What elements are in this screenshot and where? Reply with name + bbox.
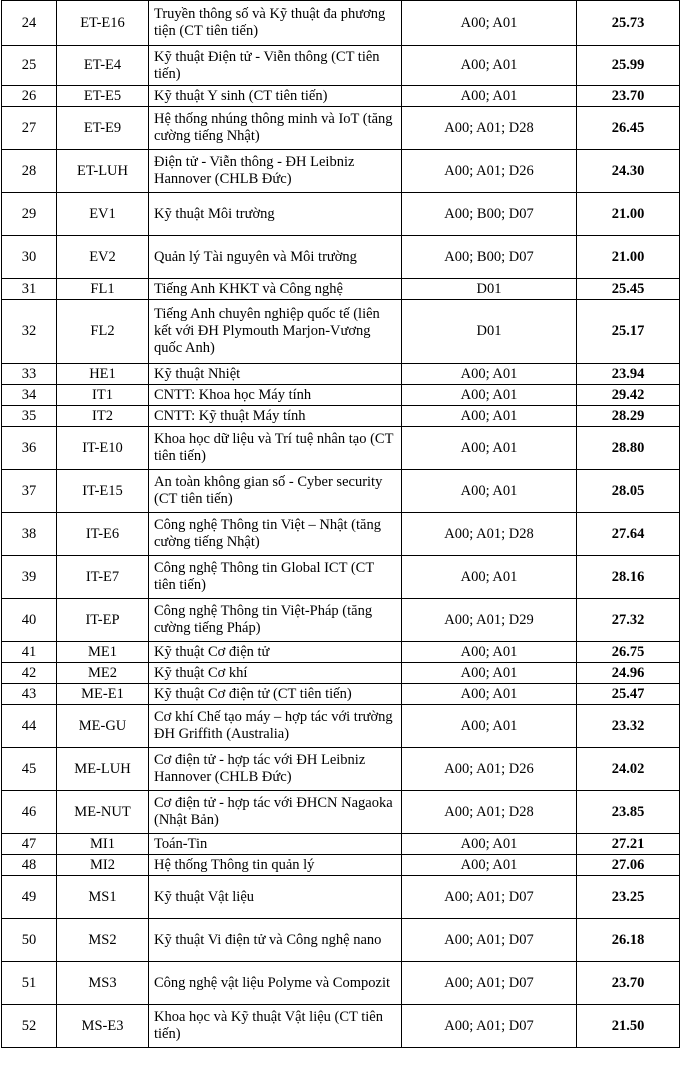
table-body	[2, 1, 680, 1048]
admission-score: 26.75	[577, 642, 680, 663]
admission-score: 23.32	[577, 705, 680, 748]
major-name: Công nghệ Thông tin Việt-Pháp (tăng cường tiếng Pháp)	[149, 599, 402, 642]
subject-groups: A00; A01	[402, 470, 577, 513]
subject-groups: A00; A01	[402, 46, 577, 86]
row-number: 27	[2, 107, 57, 150]
row-number: 38	[2, 513, 57, 556]
major-code: FL2	[57, 300, 149, 364]
admission-score: 24.02	[577, 748, 680, 791]
major-code: ME1	[57, 642, 149, 663]
subject-groups: A00; B00; D07	[402, 236, 577, 279]
major-code: MI1	[57, 834, 149, 855]
row-number: 41	[2, 642, 57, 663]
row-number: 24	[2, 1, 57, 46]
admission-score: 26.45	[577, 107, 680, 150]
table-row	[2, 46, 680, 86]
major-code: IT2	[57, 406, 149, 427]
row-number: 35	[2, 406, 57, 427]
admission-score: 27.32	[577, 599, 680, 642]
row-number: 51	[2, 962, 57, 1005]
admission-score: 25.73	[577, 1, 680, 46]
table-row	[2, 513, 680, 556]
row-number: 33	[2, 364, 57, 385]
admission-score: 24.30	[577, 150, 680, 193]
table-row	[2, 791, 680, 834]
subject-groups: A00; A01	[402, 834, 577, 855]
admission-score: 21.00	[577, 236, 680, 279]
subject-groups: A00; A01	[402, 427, 577, 470]
row-number: 40	[2, 599, 57, 642]
major-name: Kỹ thuật Điện tử - Viễn thông (CT tiên tiến)	[149, 46, 402, 86]
admission-score: 21.00	[577, 193, 680, 236]
major-name: Truyền thông số và Kỹ thuật đa phương tiện (CT tiên tiến)	[149, 1, 402, 46]
admission-score: 26.18	[577, 919, 680, 962]
table-row	[2, 876, 680, 919]
table-row	[2, 962, 680, 1005]
major-name: An toàn không gian số - Cyber security (CT tiên tiến)	[149, 470, 402, 513]
major-code: IT-E10	[57, 427, 149, 470]
major-name: Công nghệ Thông tin Global ICT (CT tiên tiến)	[149, 556, 402, 599]
table-row	[2, 364, 680, 385]
major-name: Cơ khí Chế tạo máy – hợp tác với trường ĐH Griffith (Australia)	[149, 705, 402, 748]
subject-groups: D01	[402, 279, 577, 300]
admission-score-table	[1, 0, 680, 1048]
table-row	[2, 107, 680, 150]
row-number: 46	[2, 791, 57, 834]
major-name: CNTT: Kỹ thuật Máy tính	[149, 406, 402, 427]
major-code: IT-EP	[57, 599, 149, 642]
admission-score: 24.96	[577, 663, 680, 684]
subject-groups: A00; A01; D28	[402, 513, 577, 556]
subject-groups: A00; A01; D28	[402, 107, 577, 150]
table-row	[2, 385, 680, 406]
major-name: Quản lý Tài nguyên và Môi trường	[149, 236, 402, 279]
subject-groups: A00; A01	[402, 406, 577, 427]
subject-groups: A00; A01	[402, 684, 577, 705]
major-code: IT-E15	[57, 470, 149, 513]
major-name: Kỹ thuật Cơ điện tử (CT tiên tiến)	[149, 684, 402, 705]
subject-groups: A00; A01	[402, 663, 577, 684]
major-code: MI2	[57, 855, 149, 876]
admission-score: 28.29	[577, 406, 680, 427]
table-row	[2, 748, 680, 791]
major-name: Điện tử - Viễn thông - ĐH Leibniz Hannover (CHLB Đức)	[149, 150, 402, 193]
admission-score: 21.50	[577, 1005, 680, 1048]
table-row	[2, 599, 680, 642]
table-row	[2, 1005, 680, 1048]
major-code: ET-E16	[57, 1, 149, 46]
row-number: 45	[2, 748, 57, 791]
major-name: Kỹ thuật Nhiệt	[149, 364, 402, 385]
major-name: Hệ thống Thông tin quản lý	[149, 855, 402, 876]
major-code: ET-E5	[57, 86, 149, 107]
major-code: MS1	[57, 876, 149, 919]
admission-score: 28.16	[577, 556, 680, 599]
admission-score: 27.64	[577, 513, 680, 556]
major-code: IT-E7	[57, 556, 149, 599]
row-number: 32	[2, 300, 57, 364]
admission-score: 23.70	[577, 962, 680, 1005]
row-number: 39	[2, 556, 57, 599]
subject-groups: A00; A01; D26	[402, 748, 577, 791]
table-row	[2, 556, 680, 599]
major-code: ME-LUH	[57, 748, 149, 791]
subject-groups: A00; A01; D07	[402, 876, 577, 919]
row-number: 36	[2, 427, 57, 470]
major-name: Kỹ thuật Vi điện tử và Công nghệ nano	[149, 919, 402, 962]
major-code: ME-NUT	[57, 791, 149, 834]
major-name: Kỹ thuật Y sinh (CT tiên tiến)	[149, 86, 402, 107]
row-number: 48	[2, 855, 57, 876]
row-number: 42	[2, 663, 57, 684]
major-name: Kỹ thuật Cơ khí	[149, 663, 402, 684]
table-row	[2, 279, 680, 300]
table-row	[2, 705, 680, 748]
admission-score: 25.45	[577, 279, 680, 300]
row-number: 44	[2, 705, 57, 748]
subject-groups: A00; A01	[402, 705, 577, 748]
major-code: MS3	[57, 962, 149, 1005]
table-row	[2, 86, 680, 107]
table-row	[2, 855, 680, 876]
subject-groups: A00; A01	[402, 364, 577, 385]
admission-score: 29.42	[577, 385, 680, 406]
major-name: Cơ điện tử - hợp tác với ĐH Leibniz Hannover (CHLB Đức)	[149, 748, 402, 791]
subject-groups: A00; A01; D07	[402, 1005, 577, 1048]
admission-score: 25.99	[577, 46, 680, 86]
table-row	[2, 684, 680, 705]
major-code: EV1	[57, 193, 149, 236]
row-number: 52	[2, 1005, 57, 1048]
major-name: Khoa học dữ liệu và Trí tuệ nhân tạo (CT tiên tiến)	[149, 427, 402, 470]
row-number: 29	[2, 193, 57, 236]
major-code: IT1	[57, 385, 149, 406]
row-number: 49	[2, 876, 57, 919]
subject-groups: A00; A01	[402, 1, 577, 46]
admission-score: 23.70	[577, 86, 680, 107]
major-name: Tiếng Anh chuyên nghiệp quốc tế (liên kết với ĐH Plymouth Marjon-Vương quốc Anh)	[149, 300, 402, 364]
major-name: Khoa học và Kỹ thuật Vật liệu (CT tiên tiến)	[149, 1005, 402, 1048]
row-number: 28	[2, 150, 57, 193]
table-row	[2, 663, 680, 684]
admission-score: 28.80	[577, 427, 680, 470]
table-row	[2, 236, 680, 279]
major-code: IT-E6	[57, 513, 149, 556]
major-code: HE1	[57, 364, 149, 385]
subject-groups: A00; A01	[402, 556, 577, 599]
subject-groups: A00; B00; D07	[402, 193, 577, 236]
admission-score: 23.85	[577, 791, 680, 834]
table-row	[2, 834, 680, 855]
major-code: FL1	[57, 279, 149, 300]
row-number: 26	[2, 86, 57, 107]
major-name: CNTT: Khoa học Máy tính	[149, 385, 402, 406]
subject-groups: A00; A01; D26	[402, 150, 577, 193]
table-row	[2, 150, 680, 193]
major-code: ME-E1	[57, 684, 149, 705]
major-code: ET-E9	[57, 107, 149, 150]
subject-groups: A00; A01	[402, 86, 577, 107]
admission-score: 27.06	[577, 855, 680, 876]
major-code: ET-E4	[57, 46, 149, 86]
table-row	[2, 470, 680, 513]
row-number: 43	[2, 684, 57, 705]
subject-groups: A00; A01; D28	[402, 791, 577, 834]
row-number: 50	[2, 919, 57, 962]
row-number: 31	[2, 279, 57, 300]
row-number: 47	[2, 834, 57, 855]
major-name: Kỹ thuật Cơ điện tử	[149, 642, 402, 663]
subject-groups: A00; A01	[402, 642, 577, 663]
major-name: Cơ điện tử - hợp tác với ĐHCN Nagaoka (Nhật Bản)	[149, 791, 402, 834]
row-number: 34	[2, 385, 57, 406]
row-number: 30	[2, 236, 57, 279]
major-code: MS2	[57, 919, 149, 962]
row-number: 37	[2, 470, 57, 513]
subject-groups: A00; A01; D07	[402, 919, 577, 962]
major-name: Công nghệ vật liệu Polyme và Compozit	[149, 962, 402, 1005]
major-code: ME2	[57, 663, 149, 684]
subject-groups: A00; A01; D07	[402, 962, 577, 1005]
table-row	[2, 300, 680, 364]
row-number: 25	[2, 46, 57, 86]
admission-score: 23.94	[577, 364, 680, 385]
subject-groups: D01	[402, 300, 577, 364]
major-code: MS-E3	[57, 1005, 149, 1048]
table-row	[2, 919, 680, 962]
admission-score: 25.17	[577, 300, 680, 364]
subject-groups: A00; A01	[402, 385, 577, 406]
major-name: Kỹ thuật Vật liệu	[149, 876, 402, 919]
admission-score: 27.21	[577, 834, 680, 855]
table-row	[2, 1, 680, 46]
major-code: EV2	[57, 236, 149, 279]
admission-score: 23.25	[577, 876, 680, 919]
subject-groups: A00; A01; D29	[402, 599, 577, 642]
admission-score: 25.47	[577, 684, 680, 705]
major-code: ME-GU	[57, 705, 149, 748]
major-name: Tiếng Anh KHKT và Công nghệ	[149, 279, 402, 300]
major-name: Toán-Tin	[149, 834, 402, 855]
table-row	[2, 193, 680, 236]
major-name: Hệ thống nhúng thông minh và IoT (tăng cường tiếng Nhật)	[149, 107, 402, 150]
table-row	[2, 406, 680, 427]
table-row	[2, 427, 680, 470]
major-code: ET-LUH	[57, 150, 149, 193]
admission-score: 28.05	[577, 470, 680, 513]
major-name: Công nghệ Thông tin Việt – Nhật (tăng cường tiếng Nhật)	[149, 513, 402, 556]
table-row	[2, 642, 680, 663]
subject-groups: A00; A01	[402, 855, 577, 876]
major-name: Kỹ thuật Môi trường	[149, 193, 402, 236]
